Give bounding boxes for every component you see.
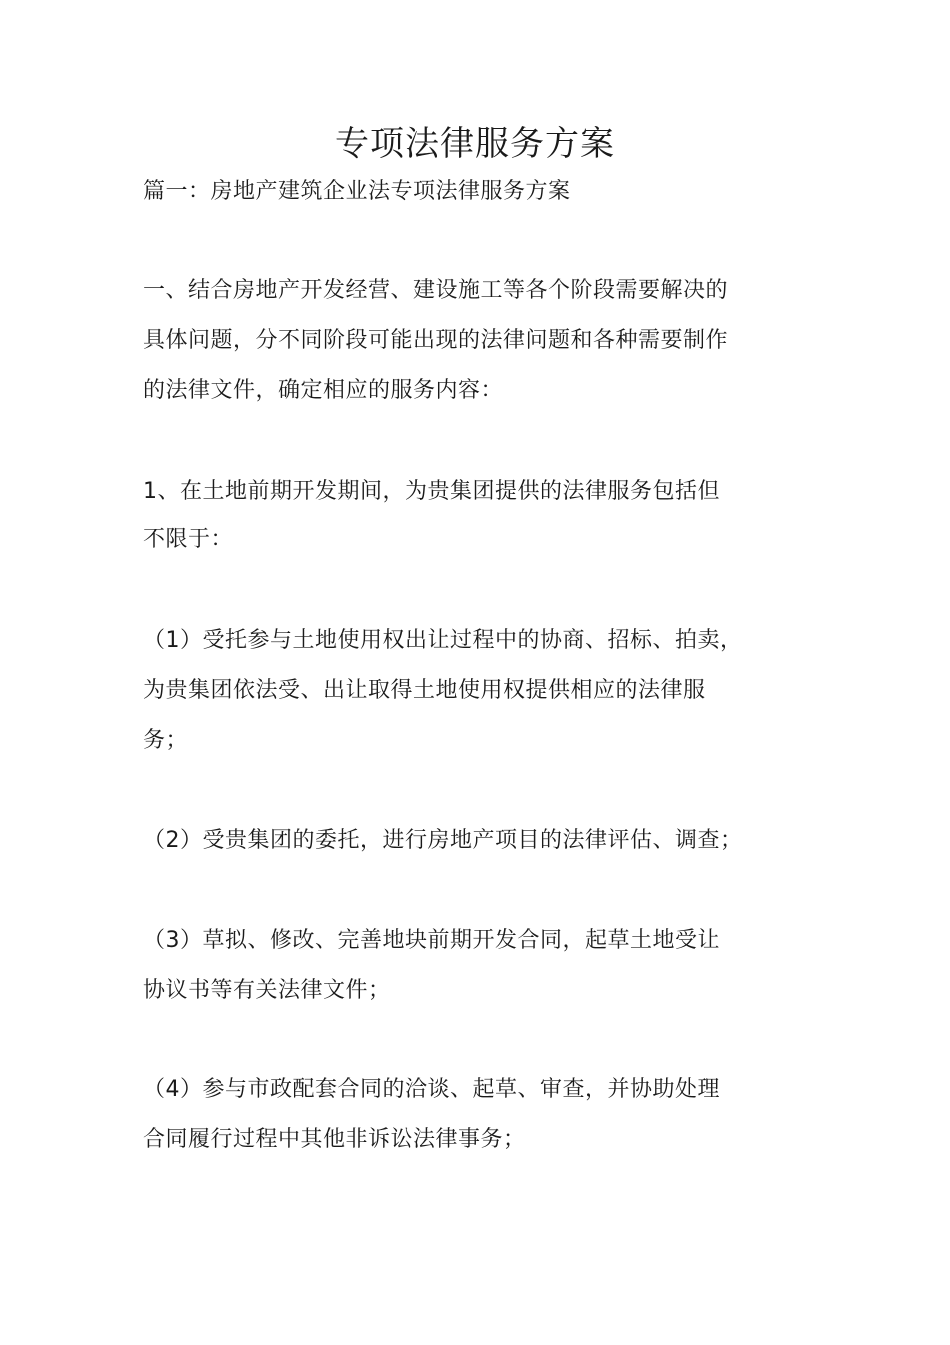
- list-item-line: 为贵集团依法受、出让取得土地使用权提供相应的法律服: [143, 678, 706, 703]
- document-title: 专项法律服务方案: [335, 124, 615, 164]
- list-item-line: （1）受托参与土地使用权出让过程中的协商、招标、拍卖，: [143, 628, 743, 653]
- paragraph-line: 1、在土地前期开发期间，为贵集团提供的法律服务包括但: [143, 479, 720, 504]
- section-heading: 篇一：房地产建筑企业法专项法律服务方案: [143, 179, 571, 204]
- paragraph-line: 的法律文件，确定相应的服务内容：: [143, 378, 504, 403]
- list-item-line: （4）参与市政配套合同的洽谈、起草、审查，并协助处理: [143, 1077, 720, 1102]
- list-item-line: 务；: [143, 728, 189, 753]
- list-item-line: （3）草拟、修改、完善地块前期开发合同，起草土地受让: [143, 928, 720, 953]
- list-item-line: （2）受贵集团的委托，进行房地产项目的法律评估、调查；: [143, 828, 743, 853]
- paragraph-line: 具体问题，分不同阶段可能出现的法律问题和各种需要制作: [143, 328, 729, 353]
- list-item-line: 协议书等有关法律文件；: [143, 978, 391, 1003]
- paragraph-line: 不限于：: [143, 527, 234, 552]
- paragraph-line: 一、结合房地产开发经营、建设施工等各个阶段需要解决的: [143, 278, 729, 303]
- list-item-line: 合同履行过程中其他非诉讼法律事务；: [143, 1127, 526, 1152]
